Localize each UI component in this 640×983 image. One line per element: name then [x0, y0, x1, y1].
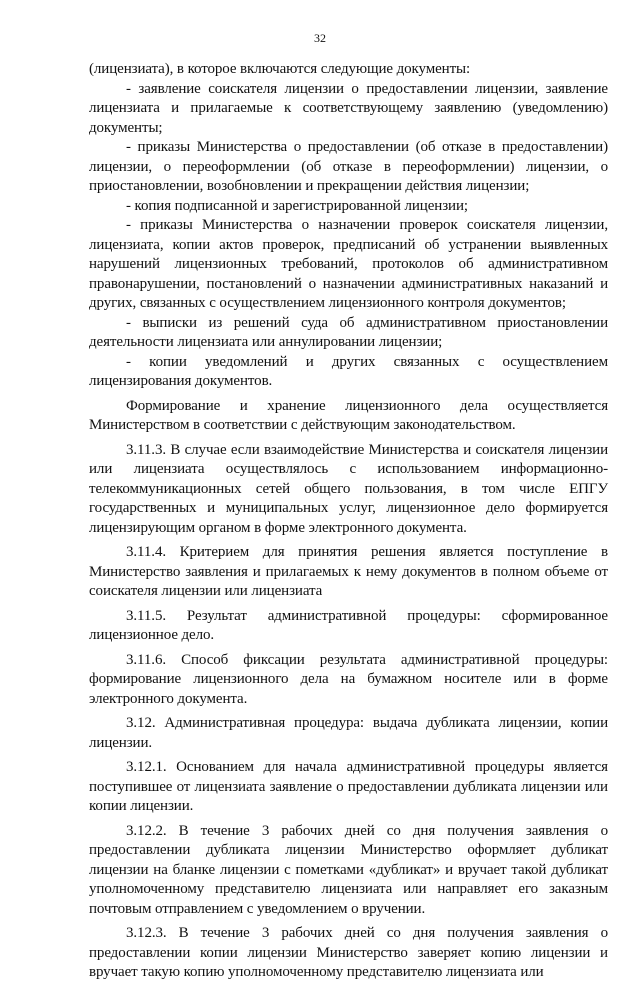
paragraph-3-11-4: 3.11.4. Критерием для принятия решения является поступление в Министерство заявления и прилагаемых к нему документов в полном объеме от соискателя лицензии или лицензиата	[89, 544, 608, 599]
list-item-orders-licensing: - приказы Министерства о предоставлении (об отказе в предоставлении) лицензии, о переоформлении (об отказе в переоформлении) лицензии, о приостановлении, возобновлении и прекращении действия лицензии;	[89, 139, 608, 194]
paragraph-continuation: (лицензиата), в которое включаются следующие документы:	[89, 61, 471, 77]
paragraph-3-12: 3.12. Административная процедура: выдача дубликата лицензии, копии лицензии.	[89, 715, 608, 751]
document-body	[89, 60, 608, 983]
list-item-license-copy: - копия подписанной и зарегистрированной лицензии;	[126, 197, 468, 214]
list-item-notification-copies: - копии уведомлений и других связанных с осуществлением лицензирования документов.	[89, 353, 608, 389]
list-item-applications: - заявление соискателя лицензии о предоставлении лицензии, заявление лицензиата и прилагаемые к соответствующему заявлению (уведомлению) документы;	[89, 80, 608, 136]
list-item-court-extracts: - выписки из решений суда об административном приостановлении деятельности лицензиата или аннулировании лицензии;	[89, 314, 608, 350]
paragraph-3-12-1: 3.12.1. Основанием для начала административной процедуры является поступившее от лицензиата заявление о предоставлении дубликата лицензии или копии лицензии.	[89, 759, 608, 814]
paragraph-3-11-6: 3.11.6. Способ фиксации результата административной процедуры: формирование лицензионного дела на бумажном носителе или в форме электронного документа.	[89, 651, 608, 707]
paragraph-3-11-3: 3.11.3. В случае если взаимодействие Министерства и соискателя лицензии или лицензиата осуществлялось с использованием информационно-телекоммуникационных сетей общего пользования, в том числе ЕПГУ государственных и муниципальных услуг, лицензионное дело формируется лицензирующим органом в форме электронного документа.	[89, 441, 608, 536]
paragraph-file-storage: Формирование и хранение лицензионного дела осуществляется Министерством в соответствии с действующим законодательством.	[89, 397, 608, 433]
paragraph-3-12-2: 3.12.2. В течение 3 рабочих дней со дня получения заявления о предоставлении дубликата лицензии Министерство оформляет дубликат лицензии на бланке лицензии с пометками «дубликат» и вручает такой дубликат уполномоченному представителю лицензиата или направляет его заказным почтовым отправлением с уведомлением о вручении.	[89, 822, 608, 917]
paragraph-3-12-3: 3.12.3. В течение 3 рабочих дней со дня получения заявления о предоставлении копии лицензии Министерство заверяет копию лицензии и вручает такую копию уполномоченному представителю лицензиата или	[89, 925, 608, 980]
paragraph-3-11-5: 3.11.5. Результат административной процедуры: сформированное лицензионное дело.	[89, 607, 608, 643]
list-item-orders-inspections: - приказы Министерства о назначении проверок соискателя лицензии, лицензиата, копии актов проверок, предписаний об устранении выявленных нарушений лицензионных требований, протоколов об административном правонарушении, постановлений о назначении административных наказаний и других, связанных с осуществлением лицензионного контроля документов;	[89, 217, 608, 311]
page-number: 32	[314, 31, 326, 45]
